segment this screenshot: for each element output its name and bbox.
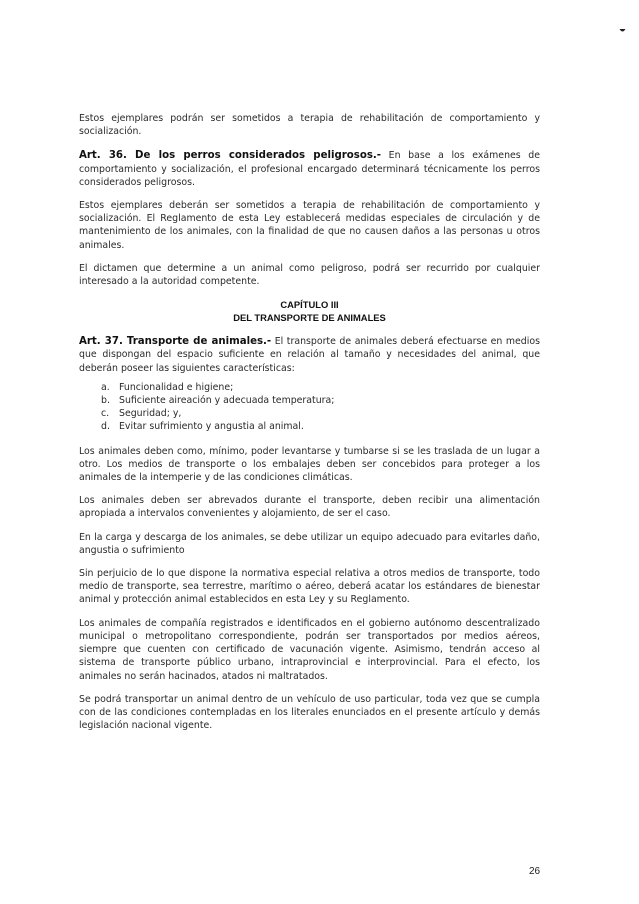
paragraph-stand-lie: Los animales deben como, mínimo, poder levantarse y tumbarse si se les traslada de un lugar a otro. Los medios de transporte o los embalajes deben ser concebidos para proteger a los animales de la intemperie y de las condiciones climáticas. [79,445,540,484]
chapter-heading [79,299,540,324]
list-item: a. Funcionalidad e higiene; [101,381,234,393]
chapter-number: CAPÍTULO III [280,299,339,311]
requirements-list [79,381,540,434]
article-36-title: Art. 36. De los perros considerados peligrosos.- [79,150,382,162]
paragraph-rehabilitation: Estos ejemplares podrán ser sometidos a terapia de rehabilitación de comportamiento y socialización. [79,113,540,138]
paragraph-transport-standards: Sin perjuicio de lo que dispone la normativa especial relativa a otros medios de transporte, todo medio de transporte, sea terrestre, marítimo o aéreo, deberá acatar los estándares de bienestar animal y protección animal establecidos en esta Ley y su Reglamento. [79,568,540,606]
article-36 [79,149,540,189]
paragraph-companion-animals: Los animales de compañía registrados e identificados en el gobierno autónomo descentralizado municipal o metropolitano correspondiente, podrán ser transportados por medios aéreos, siempre que cuenten con certificado de vacunación vigente. Asimismo, tendrán acceso al sistema de transporte público urbano, intraprovincial e interprovincial. Para el efecto, los animales no serán hacinados, atados ni maltratados. [79,617,540,682]
page-number: 26 [529,866,541,877]
document-page [79,112,540,732]
paragraph-water-feed: Los animales deben ser abrevados durante el transporte, deben recibir una alimentación apropiada a intervalos convenientes y alojamiento, de ser el caso. [79,495,540,520]
paragraph-special-measures: Estos ejemplares deberán ser sometidos a terapia de rehabilitación de comportamiento y socialización. El Reglamento de esta Ley establecerá medidas especiales de circulación y de mantenimiento de los animales, con la finalidad de que no causen daños a las personas u otros animales. [79,200,540,251]
article-37 [79,335,540,375]
list-item: d. Evitar sufrimiento y angustia al animal. [101,421,304,433]
list-item: c. Seguridad; y, [101,408,182,420]
paragraph-dictamen: El dictamen que determine a un animal como peligroso, podrá ser recurrido por cualquier interesado a la autoridad competente. [79,262,540,288]
paragraph-private-vehicle: Se podrá transportar un animal dentro de un vehículo de uso particular, toda vez que se cumpla con de las condiciones contempladas en los literales enunciados en el presente artículo y demás legislación nacional vigente. [79,693,540,732]
list-item: b. Suficiente aireación y adecuada temperatura; [101,395,335,407]
paragraph-loading: En la carga y descarga de los animales, se debe utilizar un equipo adecuado para evitarles daño, angustia o sufrimiento [79,531,540,556]
article-37-text: El transporte de animales deberá efectuarse en medios que dispongan del espacio suficiente en relación al tamaño y necesidades del animal, que deberán poseer las siguientes características: [79,336,540,374]
article-37-title: Art. 37. Transporte de animales.- [79,336,272,348]
corner-mark-icon [619,28,626,34]
article-36-text: En base a los exámenes de comportamiento y socialización, el profesional encargado determinará técnicamente los perros considerados peligrosos. [79,150,540,188]
chapter-title: DEL TRANSPORTE DE ANIMALES [233,311,386,323]
